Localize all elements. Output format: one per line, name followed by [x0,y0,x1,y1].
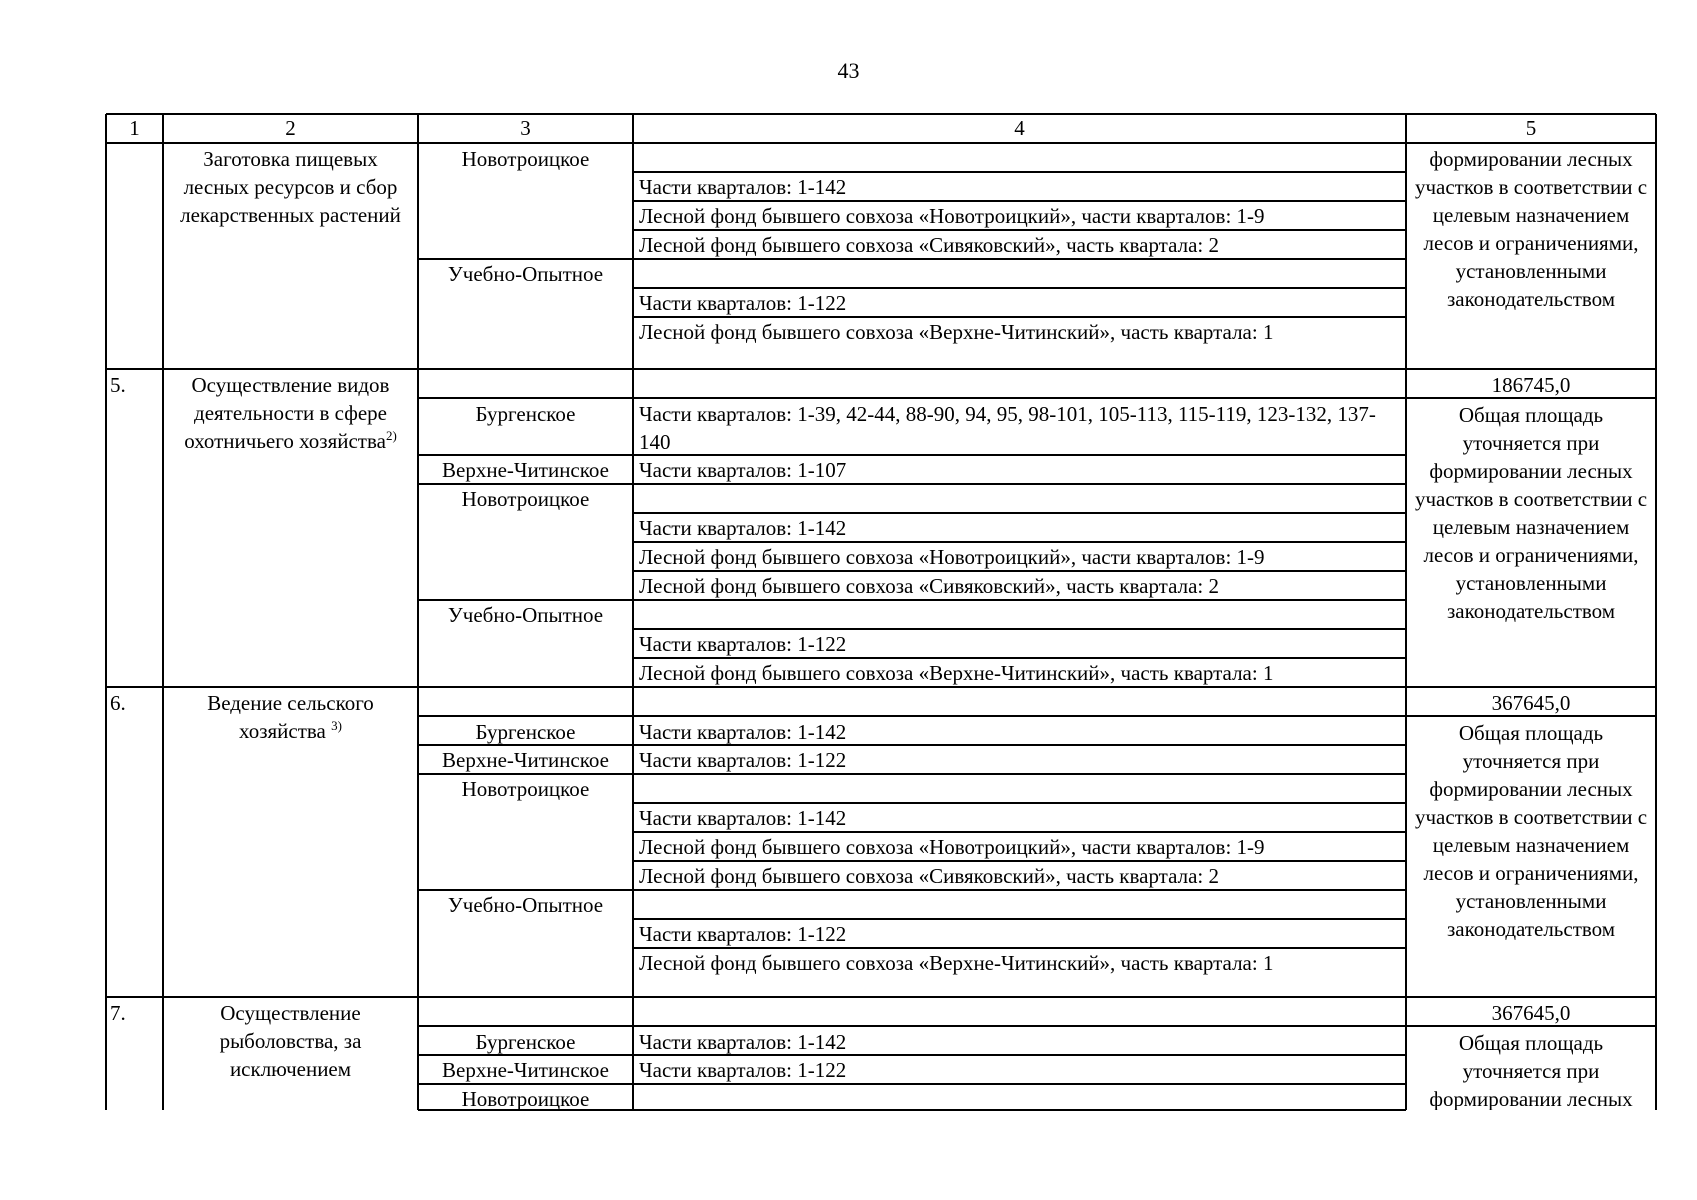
header-cell-4: 4 [1014,116,1025,140]
quarter-cell: Части кварталов: 1-142 [639,720,847,744]
note-cell: формировании лесных участков в соответствии с целевым назначением лесов и ограничениями, установленными законодательством [1414,147,1648,311]
footnote-marker: 3) [331,718,342,733]
quarter-cell: Части кварталов: 1-107 [639,458,847,482]
note-cell: Общая площадь уточняется при формировании лесных [1429,1031,1633,1110]
quarter-cell: Части кварталов: 1-142 [639,1030,847,1054]
forestry-name: Новотроицкое [461,487,590,511]
forestry-name: Новотроицкое [461,1087,590,1111]
page-number: 43 [837,58,860,83]
row-number: 7. [110,1001,126,1025]
quarter-cell: Лесной фонд бывшего совхоза «Новотроицкий», части кварталов: 1-9 [639,545,1265,569]
quarter-cell: Лесной фонд бывшего совхоза «Сивяковский», часть квартала: 2 [639,864,1220,888]
activity-text: Ведение сельского хозяйства [207,691,374,743]
forestry-name: Верхне-Читинское [442,1058,609,1082]
row-number: 5. [110,373,126,397]
quarter-cell: Части кварталов: 1-142 [639,806,847,830]
quarter-cell: Части кварталов: 1-122 [639,922,847,946]
activity-text: Осуществление видов деятельности в сфере охотничьего хозяйства [184,373,390,453]
quarter-cell: Части кварталов: 1-122 [639,748,847,772]
activity-cell [168,689,413,745]
quarter-cell: Лесной фонд бывшего совхоза «Новотроицкий», части кварталов: 1-9 [639,204,1265,228]
quarter-cell: Лесной фонд бывшего совхоза «Сивяковский», часть квартала: 2 [639,233,1220,257]
quarter-cell: Части кварталов: 1-142 [639,175,847,199]
quarter-cell: Лесной фонд бывшего совхоза «Верхне-Читинский», часть квартала: 1 [639,951,1274,975]
quarter-cell: Части кварталов: 1-142 [639,516,847,540]
quarter-cell: Лесной фонд бывшего совхоза «Новотроицкий», части кварталов: 1-9 [639,835,1265,859]
forestry-name: Новотроицкое [461,777,590,801]
activity-cell: Осуществление рыболовства, за исключением [219,1001,362,1081]
header-cell-3: 3 [520,116,531,140]
quarter-cell: Части кварталов: 1-122 [639,291,847,315]
area-value: 186745,0 [1491,373,1571,397]
forestry-name: Бургенское [475,720,576,744]
quarter-cell: Части кварталов: 1-122 [639,632,847,656]
forestry-name: Учебно-Опытное [447,603,604,627]
header-cell-2: 2 [285,116,296,140]
forestry-name: Бургенское [475,1030,576,1054]
forestry-name: Бургенское [475,402,576,426]
header-cell-5: 5 [1525,116,1537,140]
note-cell: Общая площадь уточняется при формировании лесных участков в соответствии с целевым назначением лесов и ограничениями, установленными законодательством [1414,403,1648,623]
quarter-cell: Части кварталов: 1-122 [639,1058,847,1082]
note-cell: Общая площадь уточняется при формировании лесных участков в соответствии с целевым назначением лесов и ограничениями, установленными законодательством [1414,721,1648,941]
forestry-name: Верхне-Читинское [442,458,609,482]
forestry-name: Учебно-Опытное [447,262,604,286]
row-number: 6. [110,691,126,715]
forestry-name: Учебно-Опытное [447,893,604,917]
area-value: 367645,0 [1491,1001,1571,1025]
quarter-cell: Части кварталов: 1-39, 42-44, 88-90, 94, 95, 98-101, 105-113, 115-119, 123-132, 137-140 [639,402,1376,454]
forestry-name: Верхне-Читинское [442,748,609,772]
quarter-cell: Лесной фонд бывшего совхоза «Верхне-Читинский», часть квартала: 1 [639,661,1274,685]
activity-cell [168,371,413,455]
footnote-marker: 2) [385,428,397,443]
quarter-cell: Лесной фонд бывшего совхоза «Верхне-Читинский», часть квартала: 1 [639,320,1274,344]
area-value: 367645,0 [1491,691,1571,715]
quarter-cell: Лесной фонд бывшего совхоза «Сивяковский», часть квартала: 2 [639,574,1220,598]
forestry-name: Новотроицкое [461,147,590,171]
activity-cell: Заготовка пищевых лесных ресурсов и сбор лекарственных растений [180,147,401,227]
header-cell-1: 1 [129,116,140,140]
